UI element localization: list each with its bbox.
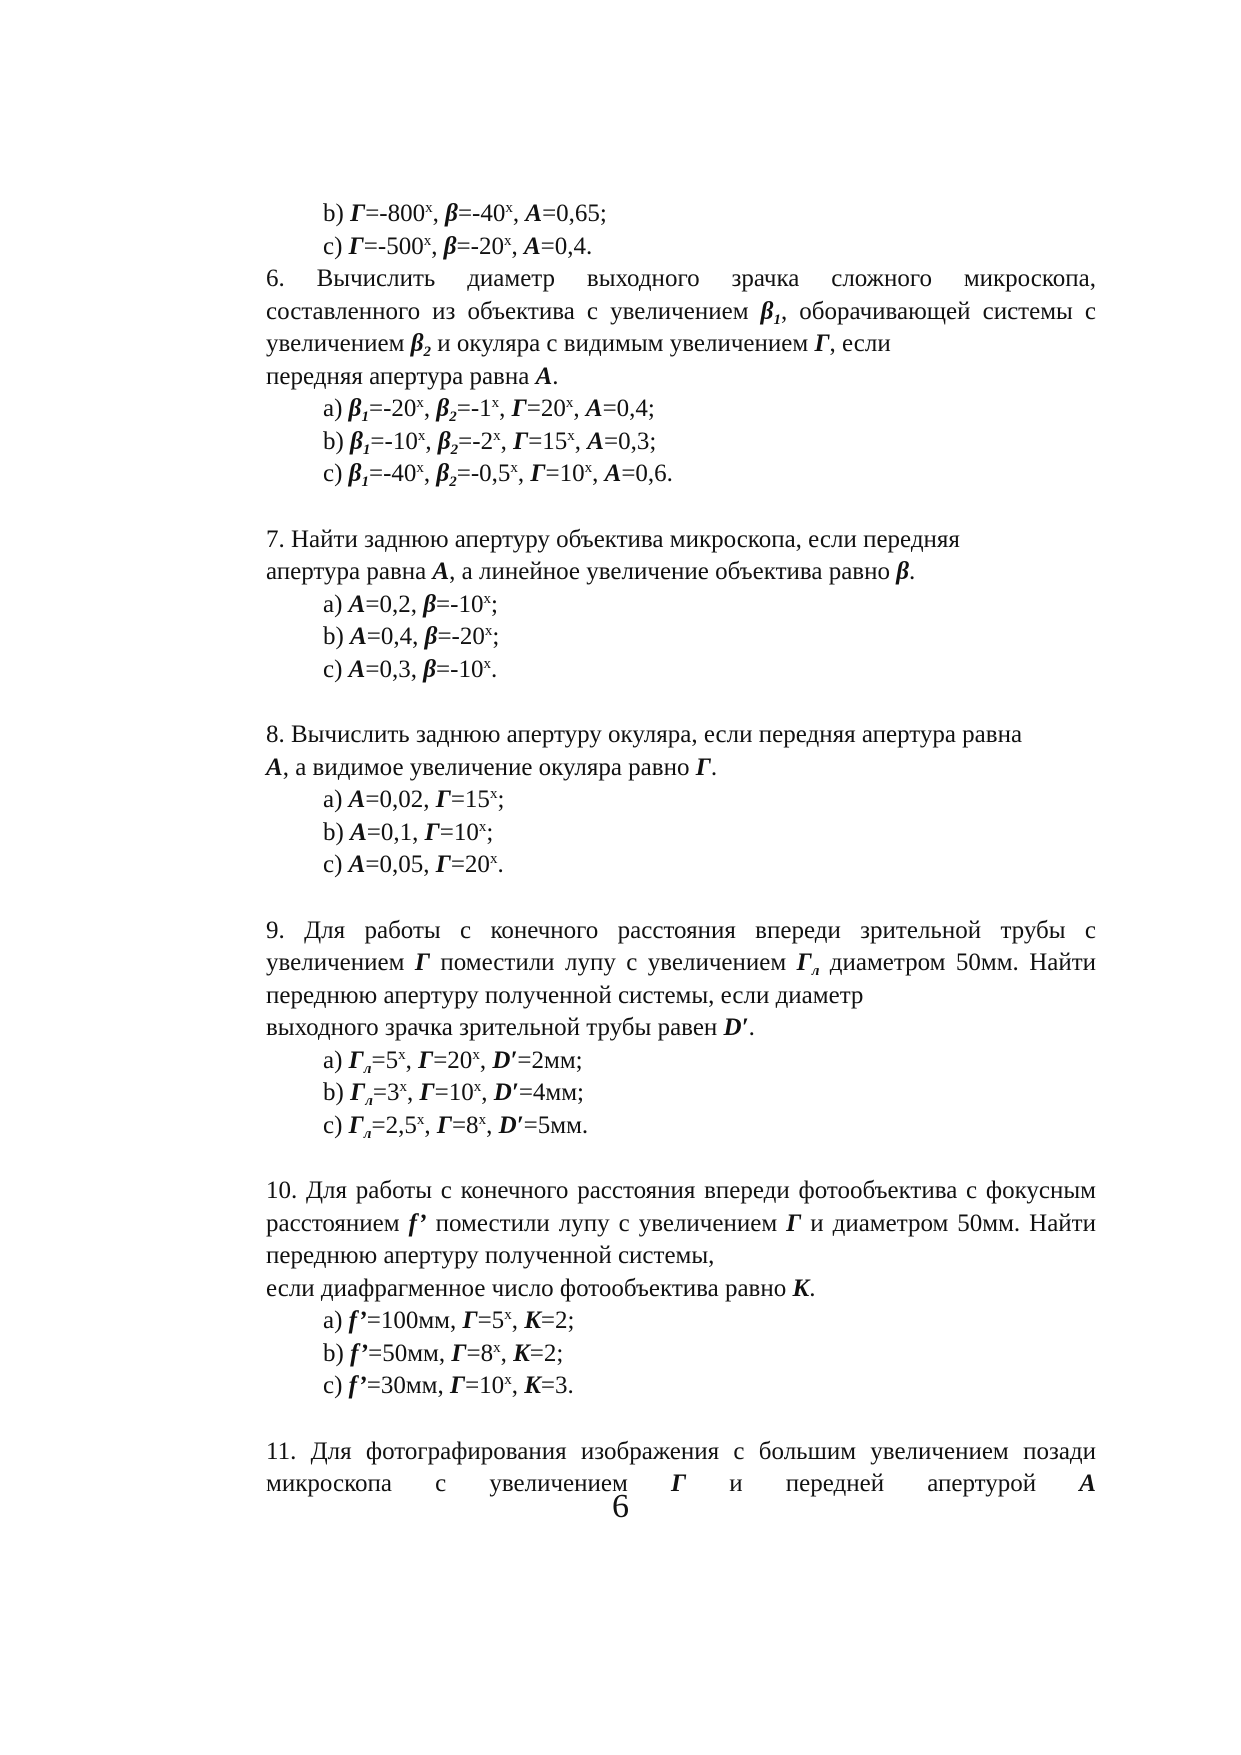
problem-5-option-c: c) $Г=-500^x$, $\beta=-20^x$, A=0,4. — [323, 232, 593, 260]
problem-6-option-b: b) $\beta_1=-10^x$, $\beta_2=-2^x$, $Г=15^x$, A=0,3; — [323, 427, 657, 458]
problem-7-option-b: b) A=0,4, $\beta=-20^x$; — [323, 623, 500, 650]
page-content — [266, 198, 1096, 1501]
problem-8-statement: 8. Вычислить заднюю апертуру окуляра, если передняя апертура равна A, а видимое увеличение окуляра равно Г. — [266, 721, 1023, 781]
problem-7-option-a: a) A=0,2, $\beta=-10^x$; — [323, 590, 498, 618]
problem-11-statement: 11. Для фотографирования изображения с большим увеличением позади микроскопа с увеличением Г и передней апертурой A — [266, 1437, 1097, 1497]
page-number: 6 — [612, 1488, 629, 1525]
problem-10-option-b: b) f’=50мм, $Г=8^x$, K=2; — [323, 1339, 564, 1367]
problem-8-option-c: c) A=0,05, $Г=20^x$. — [323, 851, 504, 878]
problem-8-option-a: a) A=0,02, $Г=15^x$; — [323, 786, 505, 813]
problem-9-statement: 9. Для работы с конечного расстояния впереди зрительной трубы с увеличением Г поместили лупу с увеличением $Г_л$ диаметром 50мм. Найти переднюю апертуру полученной системы, если диаметр выходного зрачка зрительной трубы равен D′. — [266, 916, 1097, 1041]
problem-5-option-b: b) $Г=-800^x$, $\beta=-40^x$, A=0,65; — [323, 200, 607, 227]
problem-9-option-b: b) $Г_л=3^x$, $Г=10^x$, D′=4мм; — [323, 1079, 584, 1109]
problem-6-option-c: c) $\beta_1=-40^x$, $\beta_2=-0,5^x$, $Г=10^x$, A=0,6. — [323, 460, 673, 490]
problem-6-option-a: a) $\beta_1=-20^x$, $\beta_2=-1^x$, $Г=20^x$, A=0,4; — [323, 395, 655, 425]
problem-7-option-c: c) A=0,3, $\beta=-10^x$. — [323, 655, 498, 683]
problem-9-option-c: c) $Г_л=2,5^x$, $Г=8^x$, D′=5мм. — [323, 1111, 589, 1142]
problem-10-option-c: c) f’=30мм, $Г=10^x$, K=3. — [323, 1372, 574, 1399]
problem-10-statement: 10. Для работы с конечного расстояния впереди фотообъектива с фокусным расстоянием f’ поместили лупу с увеличением Г и диаметром 50мм. Найти переднюю апертуру полученной системы, если диафрагменное число фотообъектива равно K. — [266, 1177, 1097, 1302]
problem-6-statement: 6. Вычислить диаметр выходного зрачка сложного микроскопа, составленного из объектива с увеличением $\beta_1$, оборачивающей системы с увеличением $\beta_2$ и окуляра с видимым увеличением Г, если передняя апертура равна A. — [266, 265, 1096, 390]
problem-9-option-a: a) $Г_л=5^x$, $Г=20^x$, D′=2мм; — [323, 1046, 583, 1077]
problem-10-option-a: a) f’=100мм, $Г=5^x$, K=2; — [323, 1307, 575, 1334]
problem-7-statement: 7. Найти заднюю апертуру объектива микроскопа, если передняя апертура равна A, а линейное увеличение объектива равно β. — [266, 525, 960, 585]
problem-8-option-b: b) A=0,1, $Г=10^x$; — [323, 818, 494, 846]
